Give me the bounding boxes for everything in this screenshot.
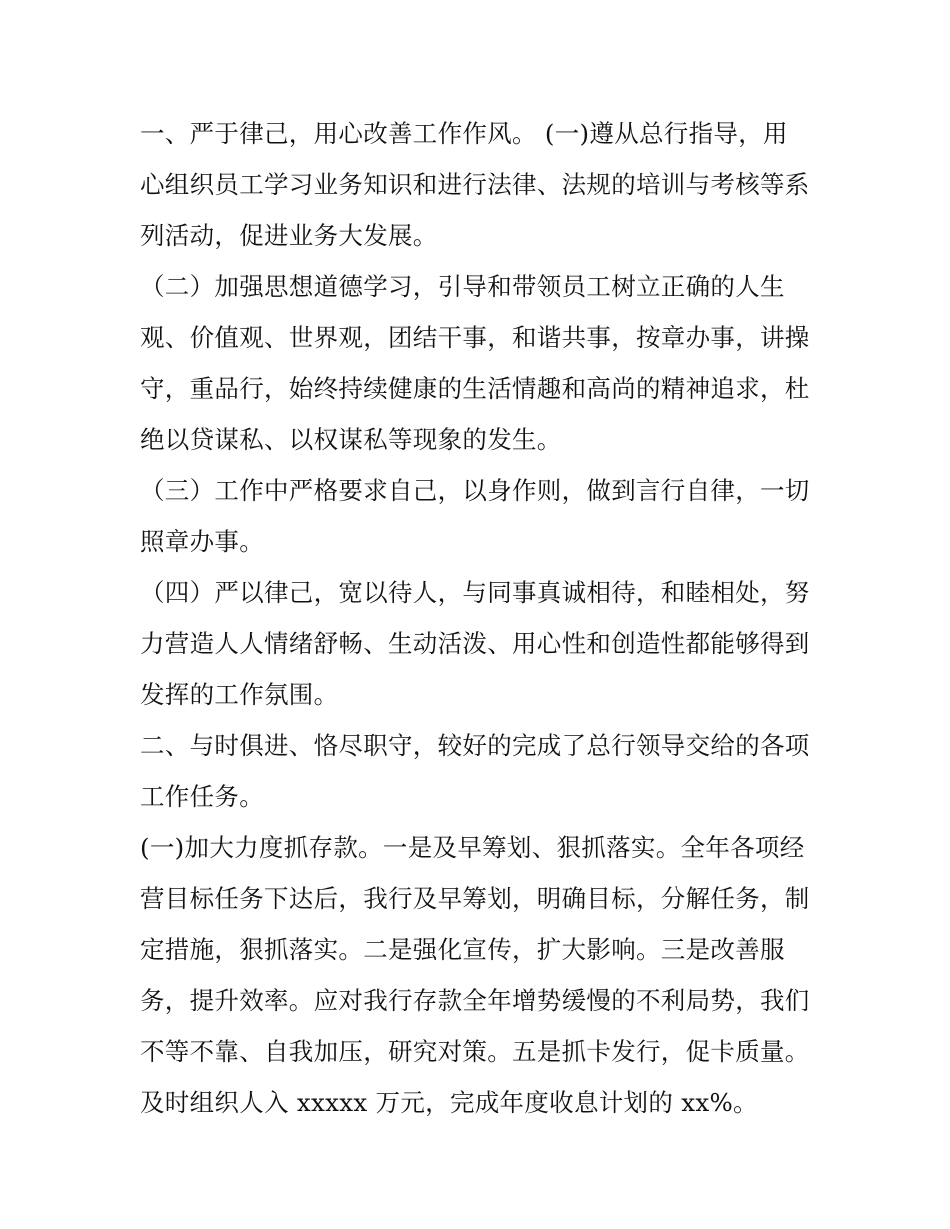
document-body (140, 108, 816, 1128)
text-line: 照章办事。 (140, 527, 264, 556)
text-line: 定措施，狠抓落实。二是强化宣传，扩大影响。三是改善服 (140, 935, 785, 964)
text-line: （四）严以律己，宽以待人，与同事真诚相待，和睦相处，努 (140, 578, 810, 607)
text-line: 务，提升效率。应对我行存款全年增势缓慢的不利局势，我们 (140, 986, 810, 1015)
text-line: 列活动，促进业务大发展。 (140, 221, 438, 250)
text-line: （三）工作中严格要求自己，以身作则，做到言行自律，一切 (140, 476, 810, 505)
text-line: 工作任务。 (140, 782, 264, 811)
text-line: 发挥的工作氛围。 (140, 680, 339, 709)
text-line: 守，重品行，始终持续健康的生活情趣和高尚的精神追求，杜 (140, 374, 810, 403)
text-line: 观、价值观、世界观，团结干事，和谐共事，按章办事，讲操 (140, 323, 810, 352)
text-line: 一、严于律己，用心改善工作作风。 (一)遵从总行指导，用 (140, 119, 788, 148)
text-line: 及时组织人入 xxxxx 万元，完成年度收息计划的 xx%。 (140, 1088, 758, 1117)
text-line: （二）加强思想道德学习，引导和带领员工树立正确的人生 (140, 272, 785, 301)
text-line: 不等不靠、自我加压，研究对策。五是抓卡发行，促卡质量。 (140, 1037, 810, 1066)
text-line: 营目标任务下达后，我行及早筹划，明确目标，分解任务，制 (140, 884, 810, 913)
text-line: 力营造人人情绪舒畅、生动活泼、用心性和创造性都能够得到 (140, 629, 810, 658)
text-line: 心组织员工学习业务知识和进行法律、法规的培训与考核等系 (140, 170, 810, 199)
text-line: 绝以贷谋私、以权谋私等现象的发生。 (140, 425, 562, 454)
text-line: 二、与时俱进、恪尽职守，较好的完成了总行领导交给的各项 (140, 731, 810, 760)
text-line: (一)加大力度抓存款。一是及早筹划、狠抓落实。全年各项经 (140, 833, 805, 862)
